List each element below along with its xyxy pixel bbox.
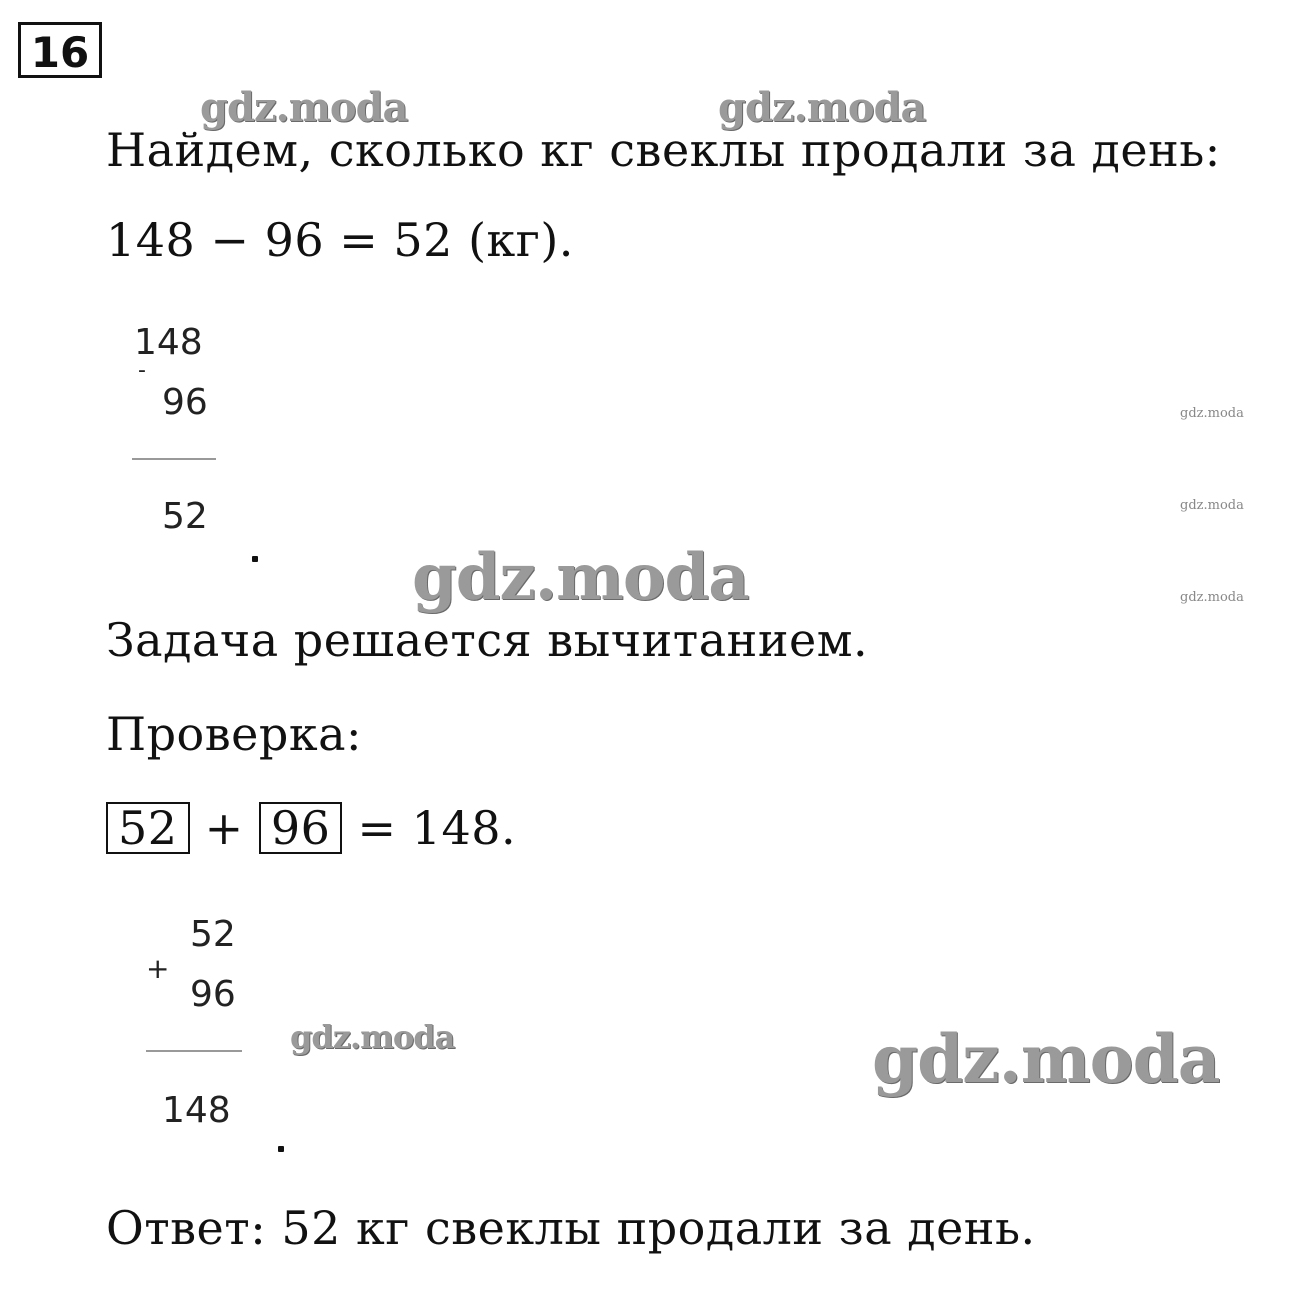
- check-plus: +: [204, 801, 244, 855]
- check-box-52: 52: [106, 802, 190, 854]
- task-number: 16: [18, 22, 102, 78]
- answer-line: Ответ: 52 кг свеклы продали за день.: [106, 1201, 1036, 1255]
- subtraction-result: 52: [162, 496, 208, 537]
- check-rest: = 148.: [357, 801, 517, 855]
- watermark: gdz.moda: [290, 1018, 455, 1056]
- addition-addend2: 96: [190, 974, 236, 1015]
- subtraction-minuend: 148: [134, 322, 203, 363]
- check-equation: [106, 800, 516, 856]
- watermark: gdz.moda: [872, 1020, 1220, 1098]
- text-line-check-label: Проверка:: [106, 707, 362, 761]
- subtraction-subtrahend: 96: [162, 382, 208, 423]
- subtraction-operator: -: [138, 358, 146, 383]
- addition-rule: [146, 1050, 242, 1052]
- watermark: gdz.moda: [1180, 498, 1244, 513]
- equation-subtraction: 148 − 96 = 52 (кг).: [106, 213, 574, 267]
- period-dot: [252, 556, 258, 562]
- watermark: gdz.moda: [200, 84, 408, 131]
- addition-addend1: 52: [190, 914, 236, 955]
- addition-result: 148: [162, 1090, 231, 1131]
- watermark: gdz.moda: [718, 84, 926, 131]
- watermark: gdz.moda: [1180, 406, 1244, 421]
- text-line-find: Найдем, сколько кг свеклы продали за день:: [106, 123, 1221, 177]
- period-dot: [278, 1146, 284, 1152]
- watermark: gdz.moda: [1180, 590, 1244, 605]
- subtraction-rule: [132, 458, 216, 460]
- text-line-method: Задача решается вычитанием.: [106, 613, 869, 667]
- check-box-96: 96: [259, 802, 343, 854]
- addition-operator: +: [146, 952, 170, 985]
- watermark: gdz.moda: [412, 540, 749, 615]
